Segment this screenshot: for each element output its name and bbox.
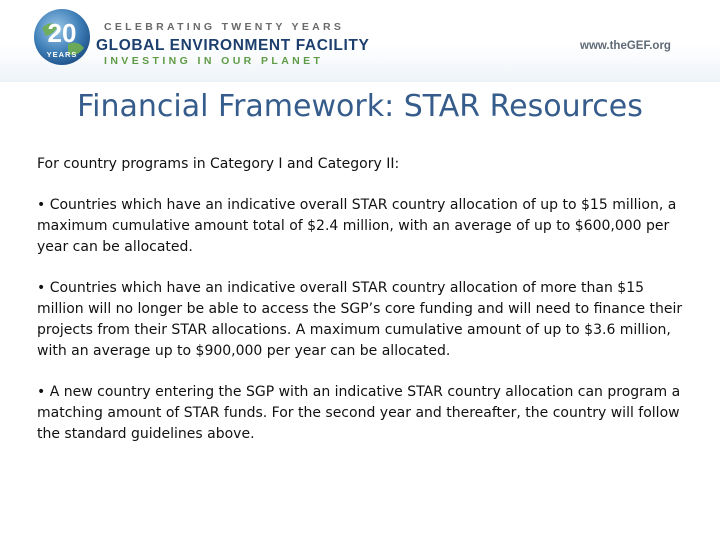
tagline-top: CELEBRATING TWENTY YEARS	[104, 21, 345, 33]
bullet-item: • Countries which have an indicative overall STAR country allocation of more than $15 million will no longer be able to access the SGP’s core funding and will need to finance their projects from their STAR allocations. A maximum cumulative amount of up to $3.6 million, with an average up to $900,000 per year can be allocated.	[37, 280, 683, 359]
bullet-item: • A new country entering the SGP with an indicative STAR country allocation can program a matching amount of STAR funds. For the second year and thereafter, the country will follow the standard guidelines above.	[37, 384, 681, 442]
slide-title: Financial Framework: STAR Resources	[77, 89, 643, 124]
slide-header	[0, 0, 720, 82]
intro-text: For country programs in Category I and Category II:	[37, 156, 400, 172]
website-url: www.theGEF.org	[580, 40, 671, 52]
logo-years: YEARS	[46, 50, 78, 59]
tagline-bottom: INVESTING IN OUR PLANET	[104, 55, 324, 67]
gef-20-years-logo-icon	[28, 6, 98, 70]
slide-body	[37, 154, 685, 465]
org-name: GLOBAL ENVIRONMENT FACILITY	[96, 37, 370, 54]
logo-number: 20	[47, 18, 77, 48]
bullet-item: • Countries which have an indicative overall STAR country allocation of up to $15 million, a maximum cumulative amount total of $2.4 million, with an average of up to $600,000 per year can be allocated.	[37, 197, 677, 255]
